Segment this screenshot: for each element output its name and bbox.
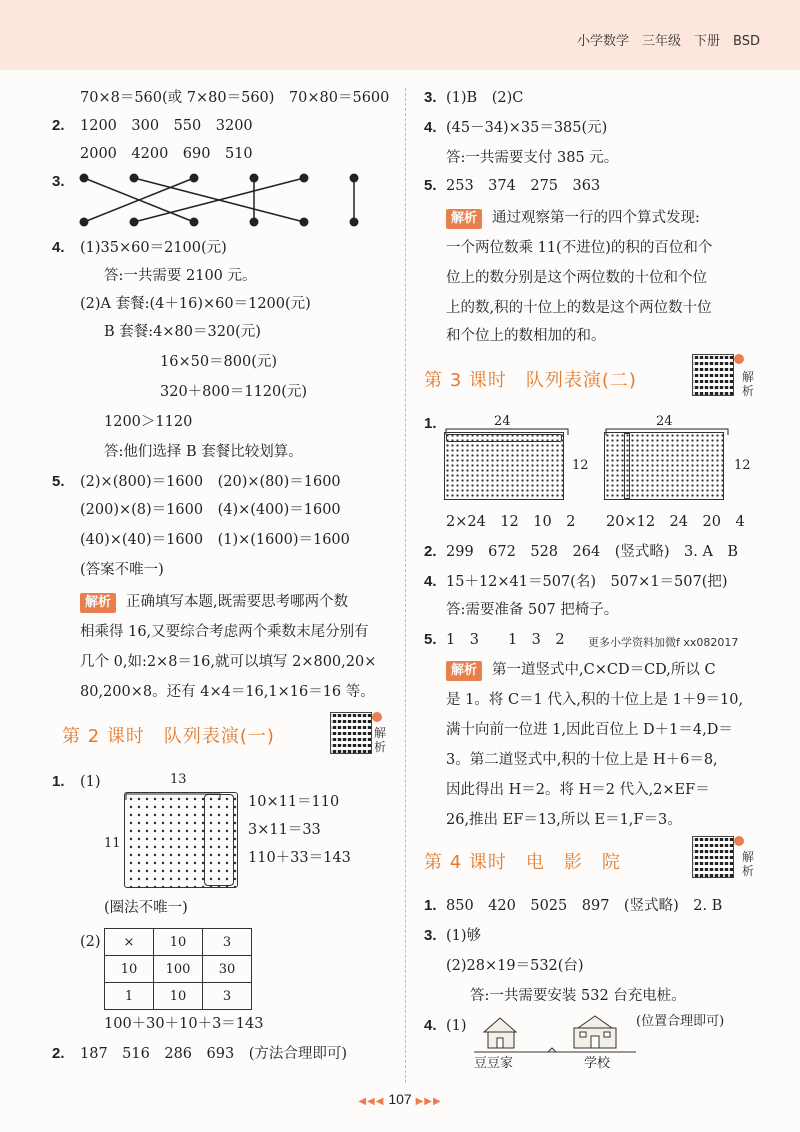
analysis-line: 一个两位数乘 11(不进位)的积的百位和个 [446,240,713,256]
table-cell: 10 [105,956,154,983]
answer-line: 299 672 528 264 (竖式略) 3. A B [446,544,739,560]
section-title: 第 3 课时 队列表演(二) [424,370,637,391]
sub-question: (1) [446,1018,467,1034]
multiplication-table [104,928,252,1010]
analysis-line: 几个 0,如:2×8＝16,就可以填写 2×800,20× [80,654,377,670]
answer-line: 1200＞1120 [104,414,193,430]
section-title: 第 2 课时 队列表演(一) [62,726,275,747]
question-number: 3. [424,927,437,944]
book-header: 小学数学 三年级 下册 BSD [577,34,760,49]
matching-lines-diagram [70,170,370,230]
question-number: 2. [52,1045,65,1062]
grid-top-label: 13 [170,772,187,787]
home-label: 豆豆家 [474,1056,514,1071]
sub-question: (1) [80,774,101,790]
answer-line: 110＋33＝143 [248,850,351,866]
play-icon [734,354,744,364]
qr-code[interactable] [692,836,734,878]
answer-line: (2)A 套餐:(4＋16)×60＝1200(元) [80,296,311,312]
question-number: 5. [52,473,65,490]
analysis-line: 和个位上的数相加的和。 [446,328,606,344]
answer-line: 16×50＝800(元) [160,354,278,370]
answer-line: 850 420 5025 897 (竖式略) 2. B [446,898,723,914]
grid-side-label: 12 [572,458,589,473]
school-roof [578,1016,612,1028]
answer-line: B 套餐:4×80＝320(元) [104,324,261,340]
answer-line: 2000 4200 690 510 [80,146,253,162]
question-number: 4. [424,1017,437,1034]
answer-line: (200)×(8)＝1600 (4)×(400)＝1600 [80,502,341,518]
answer-line: 15＋12×41＝507(名) 507×1＝507(把) [446,574,728,590]
question-number: 3. [52,173,65,190]
dot-array [604,432,724,500]
answer-note: (位置合理即可) [636,1014,725,1029]
answer-line: 答:他们选择 B 套餐比较划算。 [104,444,303,460]
house-roof [484,1018,516,1032]
answer-line: 10×11＝110 [248,794,340,810]
sub-question: (2) [80,934,101,950]
analysis-line: 26,推出 EF＝13,所以 E＝1,F＝3。 [446,812,682,828]
table-cell: × [105,929,154,956]
answer-line: 答:需要准备 507 把椅子。 [446,602,619,618]
watermark-note: 更多小学资料加微f xx082017 [588,636,739,649]
analysis-line: 相乘得 16,又要综合考虑两个乘数末尾分别有 [80,624,369,640]
analysis-line: 3。第二道竖式中,积的十位上是 H＋6＝8, [446,752,718,768]
answer-line: 1200 300 550 3200 [80,118,253,134]
analysis-line [446,208,700,229]
answer-line: (2)×(800)＝1600 (20)×(80)＝1600 [80,474,341,490]
qr-code[interactable] [330,712,372,754]
answer-line: 187 516 286 693 (方法合理即可) [80,1046,348,1062]
answer-line: (圈法不唯一) [104,900,188,916]
analysis-line [80,592,348,613]
qr-label: 解析 [742,850,755,878]
qr-code[interactable] [692,354,734,396]
answer-line: 20×12 24 20 4 [606,514,745,530]
answer-line: 2×24 12 10 2 [446,514,576,530]
answer-line: 1 3 1 3 2 [446,632,565,648]
answer-line: (答案不唯一) [80,562,164,578]
answer-line: (45－34)×35＝385(元) [446,120,608,136]
answer-line: (1)B (2)C [446,90,524,106]
question-number: 1. [52,773,65,790]
analysis-line: 因此得出 H＝2。将 H＝2 代入,2×EF＝ [446,782,710,798]
analysis-line: 位上的数分别是这个两位数的十位和个位 [446,270,707,286]
analysis-text: 第一道竖式中,C×CD＝CD,所以 C [492,662,716,678]
dot-array [444,432,564,500]
question-number: 4. [424,573,437,590]
school-label: 学校 [584,1056,611,1071]
answer-line: 253 374 275 363 [446,178,601,194]
table-cell: 10 [154,929,203,956]
grid-top-label: 24 [656,414,673,429]
qr-label: 解析 [374,726,387,754]
question-number: 3. [424,89,437,106]
grid-top-label: 24 [494,414,511,429]
answer-line: 100＋30＋10＋3＝143 [104,1016,264,1032]
circled-column [624,433,630,499]
play-icon [372,712,382,722]
answer-line: 答:一共需要 2100 元。 [104,268,257,284]
analysis-line [446,660,716,681]
grid-side-label: 11 [104,836,121,851]
question-number: 2. [424,543,437,560]
analysis-line: 满十向前一位进 1,因此百位上 D＋1＝4,D＝ [446,722,733,738]
right-arrows-icon: ▶▶▶ [415,1096,442,1107]
answer-line: 答:一共需要支付 385 元。 [446,150,619,166]
grid-side-label: 12 [734,458,751,473]
table-cell: 100 [154,956,203,983]
answer-line: 320＋800＝1120(元) [160,384,308,400]
question-number: 5. [424,631,437,648]
table-cell: 1 [105,983,154,1010]
play-icon [734,836,744,846]
analysis-line: 80,200×8。还有 4×4＝16,1×16＝16 等。 [80,684,375,700]
table-cell: 30 [203,956,252,983]
analysis-line: 是 1。将 C＝1 代入,积的十位上是 1＋9＝10, [446,692,744,708]
qr-label: 解析 [742,370,755,398]
analysis-tag: 解析 [446,661,482,681]
analysis-text: 通过观察第一行的四个算式发现: [492,210,700,226]
answer-line: 3×11＝33 [248,822,321,838]
page-number: 107 [388,1091,412,1107]
answer-line: 答:一共需要安装 532 台充电桩。 [470,988,686,1004]
table-cell: 10 [154,983,203,1010]
table-cell: 3 [203,929,252,956]
analysis-tag: 解析 [80,593,116,613]
analysis-text: 正确填写本题,既需要思考哪两个数 [126,594,349,610]
circled-row [446,434,562,442]
analysis-line: 上的数,积的十位上的数是这个两位数十位 [446,300,712,316]
column-divider [405,88,406,1083]
answer-line: (40)×(40)＝1600 (1)×(1600)＝1600 [80,532,350,548]
question-number: 1. [424,897,437,914]
question-number: 5. [424,177,437,194]
question-number: 2. [52,117,65,134]
left-arrows-icon: ◀◀◀ [358,1096,385,1107]
answer-line: (1)够 [446,928,482,944]
map-diagram [470,1012,640,1058]
question-number: 1. [424,415,437,432]
section-title: 第 4 课时 电 影 院 [424,852,621,873]
answer-line: 70×8＝560(或 7×80＝560) 70×80＝5600 [80,90,390,106]
circled-group [204,794,234,886]
answer-line: (1)35×60＝2100(元) [80,240,227,256]
table-cell: 3 [203,983,252,1010]
page-footer [0,1091,800,1107]
question-number: 4. [424,119,437,136]
answer-line: (2)28×19＝532(台) [446,958,584,974]
question-number: 4. [52,239,65,256]
analysis-tag: 解析 [446,209,482,229]
